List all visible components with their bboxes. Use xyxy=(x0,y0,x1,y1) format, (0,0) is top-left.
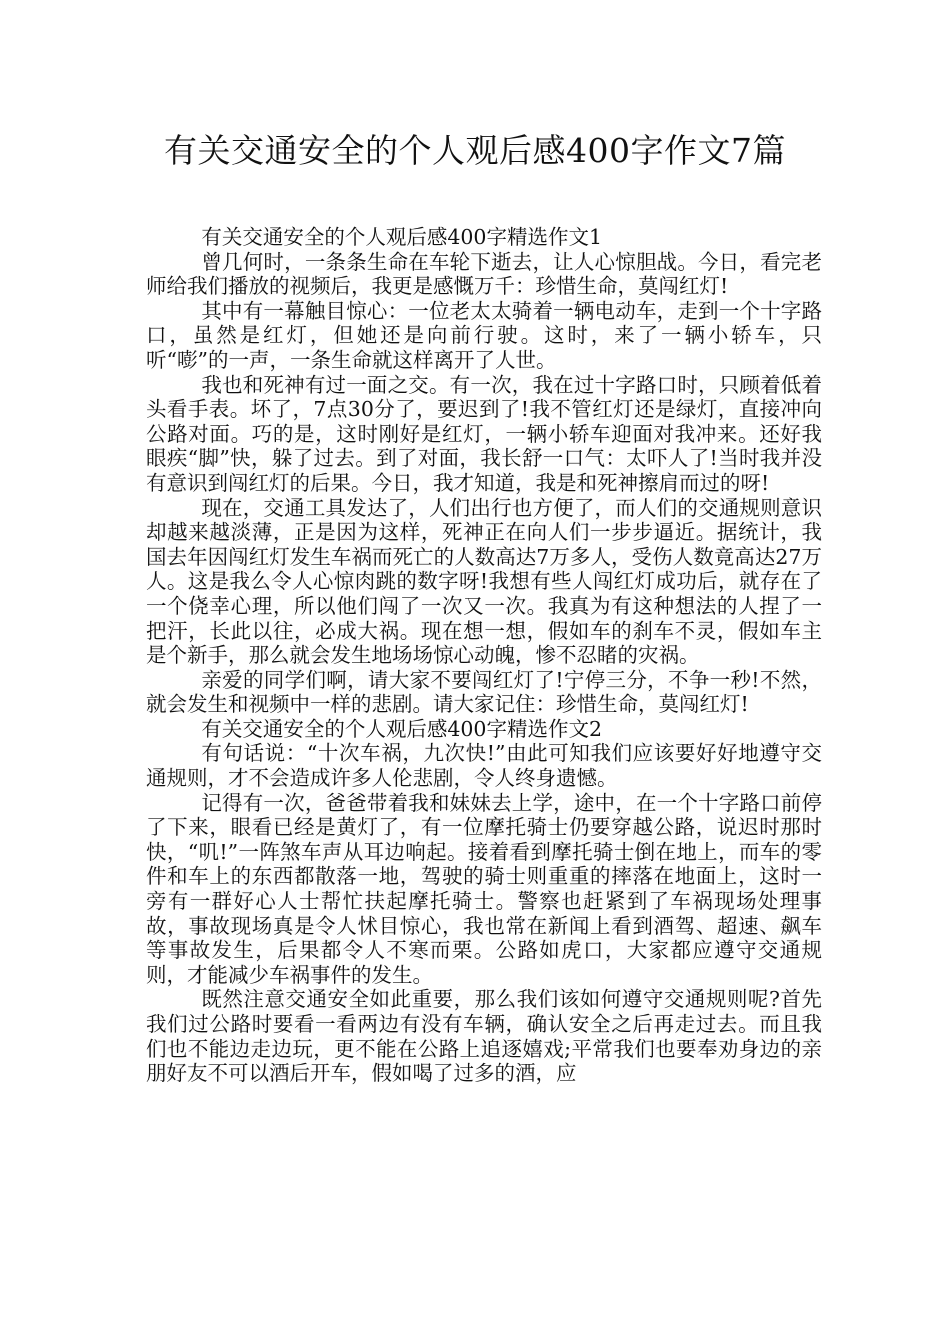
paragraph: 有句话说：“十次车祸，九次快!”由此可知我们应该要好好地遵守交通规则，才不会造成许多人伦悲剧，令人终身遗憾。 xyxy=(146,741,822,791)
paragraph: 记得有一次，爸爸带着我和妹妹去上学，途中，在一个十字路口前停了下来，眼看已经是黄灯了，有一位摩托骑士仍要穿越公路，说迟时那时快，“叽!”一阵煞车声从耳边响起。接着看到摩托骑士倒在地上，而车的零件和车上的东西都散落一地，驾驶的骑士则重重的摔落在地面上，这时一旁有一群好心人士帮忙扶起摩托骑士。警察也赶紧到了车祸现场处理事故，事故现场真是令人怵目惊心，我也常在新闻上看到酒驾、超速、飙车等事故发生，后果都令人不寒而栗。公路如虎口，大家都应遵守交通规则，才能减少车祸事件的发生。 xyxy=(146,790,822,987)
paragraph: 既然注意交通安全如此重要，那么我们该如何遵守交通规则呢?首先我们过公路时要看一看两边有没有车辆，确认安全之后再走过去。而且我们也不能边走边玩，更不能在公路上追逐嬉戏;平常我们也要奉劝身边的亲朋好友不可以酒后开车，假如喝了过多的酒，应 xyxy=(146,987,822,1086)
section-heading-2: 有关交通安全的个人观后感400字精选作文2 xyxy=(201,716,603,741)
section-heading-1: 有关交通安全的个人观后感400字精选作文1 xyxy=(201,225,603,249)
paragraph: 我也和死神有过一面之交。有一次，我在过十字路口时，只顾着低着头看手表。坏了，7点30分了，要迟到了!我不管红灯还是绿灯，直接冲向公路对面。巧的是，这时刚好是红灯，一辆小轿车迎面对我冲来。还好我眼疾“脚”快，躲了过去。到了对面，我长舒一口气：太吓人了!当时我并没有意识到闯红灯的后果。今日，我才知道，我是和死神擦肩而过的呀! xyxy=(146,372,822,495)
paragraph: 其中有一幕触目惊心：一位老太太骑着一辆电动车，走到一个十字路口，虽然是红灯，但她还是向前行驶。这时，来了一辆小轿车，只听“嘭”的一声，一条生命就这样离开了人世。 xyxy=(146,298,822,372)
page-title: 有关交通安全的个人观后感400字作文7篇 xyxy=(164,131,786,170)
document-body xyxy=(146,225,822,1086)
paragraph: 现在，交通工具发达了，人们出行也方便了，而人们的交通规则意识却越来越淡薄，正是因为这样，死神正在向人们一步步逼近。据统计，我国去年因闯红灯发生车祸而死亡的人数高达7万多人，受伤人数竟高达27万人。这是我么令人心惊肉跳的数字呀!我想有些人闯红灯成功后，就存在了一个侥幸心理，所以他们闯了一次又一次。我真为有这种想法的人捏了一把汗，长此以往，必成大祸。现在想一想，假如车的刹车不灵，假如车主是个新手，那么就会发生地场场惊心动魄，惨不忍睹的灾祸。 xyxy=(146,495,822,668)
paragraph: 曾几何时，一条条生命在车轮下逝去，让人心惊胆战。今日，看完老师给我们播放的视频后，我更是感慨万千：珍惜生命，莫闯红灯! xyxy=(146,249,822,299)
paragraph: 亲爱的同学们啊，请大家不要闯红灯了!宁停三分，不争一秒!不然，就会发生和视频中一样的悲剧。请大家记住：珍惜生命，莫闯红灯! xyxy=(146,667,822,717)
